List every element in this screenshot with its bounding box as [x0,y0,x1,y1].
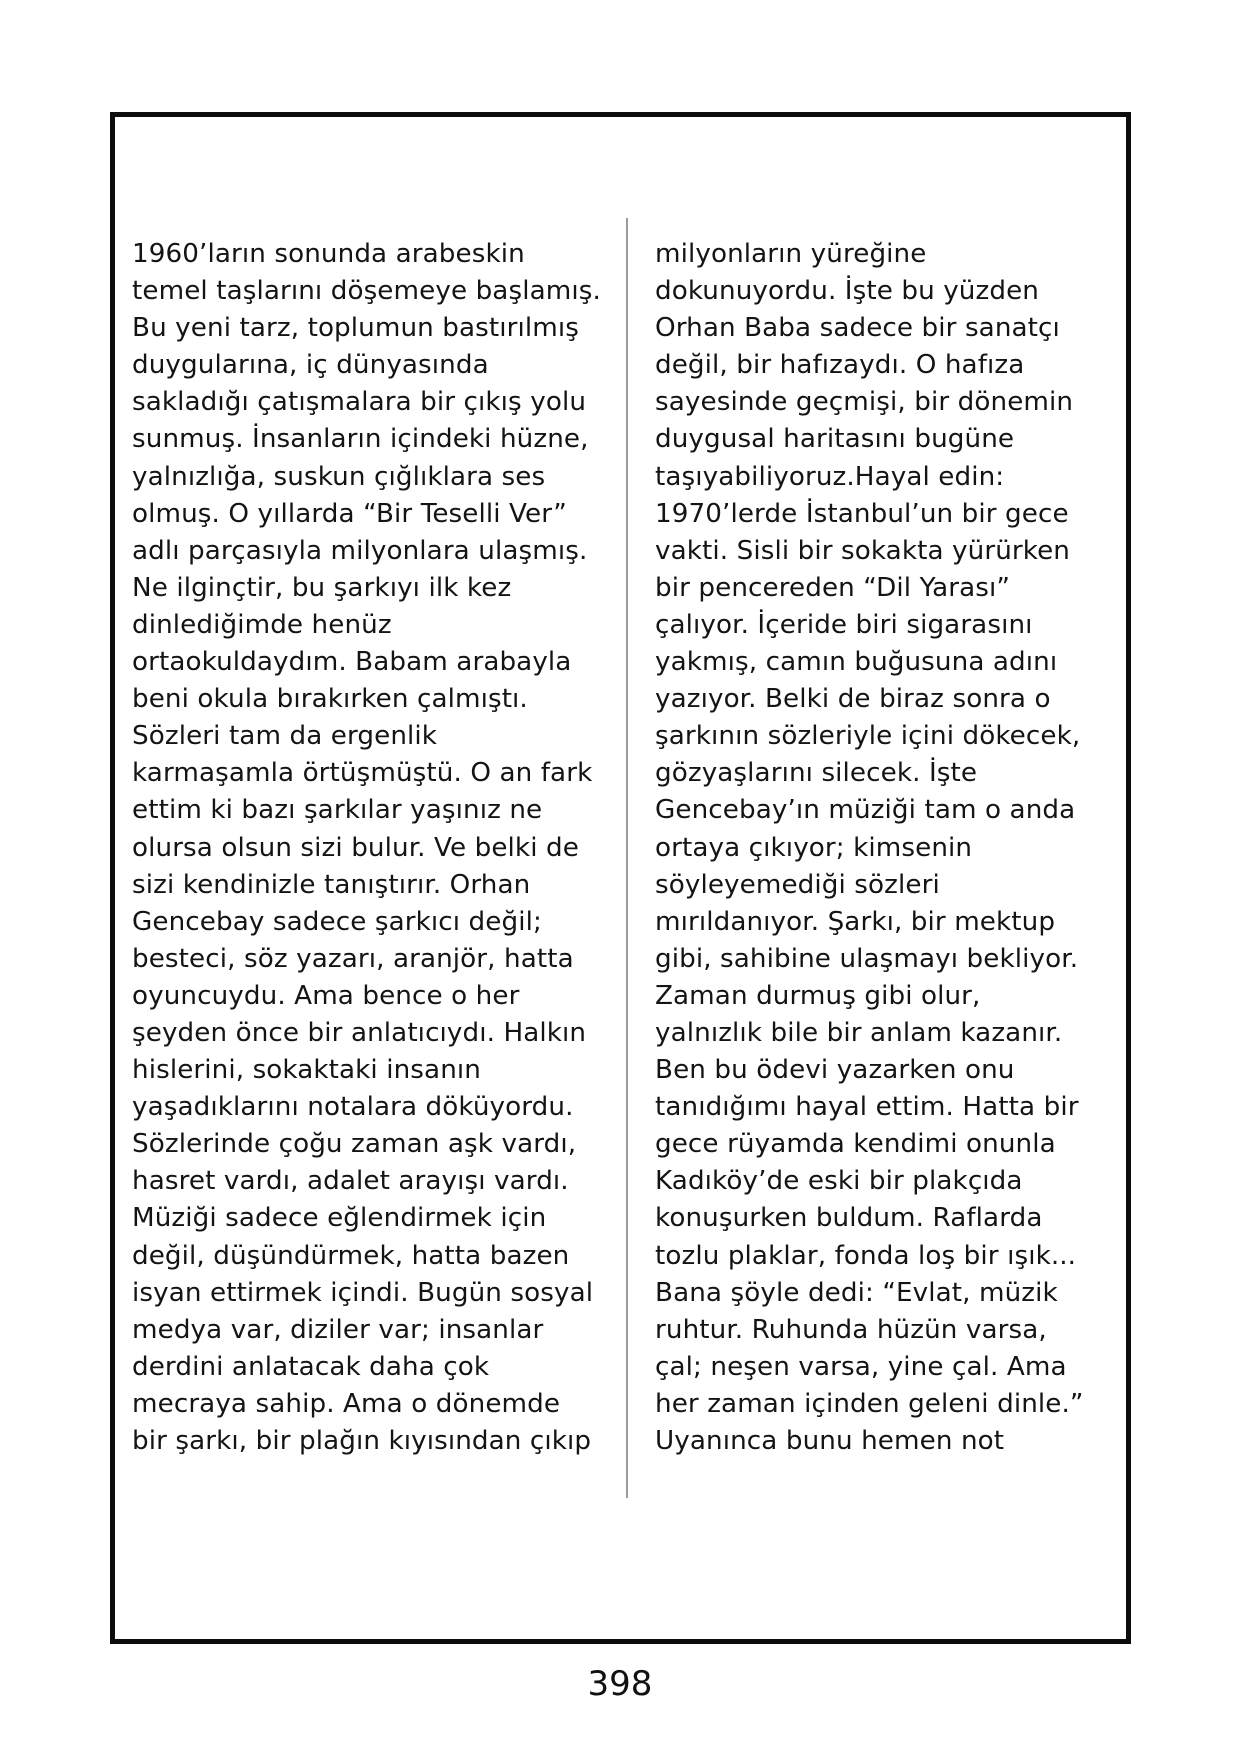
text-line: bir şarkı, bir plağın kıyısından çıkıp [132,1426,592,1456]
text-line: gibi, sahibine ulaşmayı bekliyor. [655,943,1079,974]
text-line: 1960’ların sonunda arabeskin [132,239,525,269]
text-line: Kadıköy’de eski bir plakçıda [655,1166,1023,1197]
right-text-column [655,236,1145,1460]
text-line: gece rüyamda kendimi onunla [655,1129,1056,1160]
text-line: mırıldanıyor. Şarkı, bir mektup [655,906,1056,937]
text-line: hislerini, sokaktaki insanın [132,1055,481,1086]
text-line: olmuş. O yıllarda “Bir Teselli Ver” [132,498,567,529]
text-line: Müziği sadece eğlendirmek için [132,1203,547,1234]
text-line: vakti. Sisli bir sokakta yürürken [655,535,1070,566]
text-line: oyuncuydu. Ama bence o her [132,980,520,1011]
text-line: şeyden önce bir anlatıcıydı. Halkın [132,1017,587,1048]
text-line: yakmış, camın buğusuna adını [655,647,1058,678]
text-line: Zaman durmuş gibi olur, [655,980,981,1011]
text-line: Ben bu ödevi yazarken onu [655,1055,1015,1086]
text-line: sunmuş. İnsanların içindeki hüzne, [132,424,589,455]
text-line: bir pencereden “Dil Yarası” [655,572,1011,603]
column-divider [626,218,628,1498]
text-line: dokunuyordu. İşte bu yüzden [655,276,1039,307]
text-line: sizi kendinizle tanıştırır. Orhan [132,869,531,900]
text-line: yalnızlığa, suskun çığlıklara ses [132,461,546,492]
text-line: 1970’lerde İstanbul’un bir gece [655,498,1069,529]
text-line: her zaman içinden geleni dinle.” [655,1388,1084,1419]
text-line: besteci, söz yazarı, aranjör, hatta [132,943,574,974]
text-line: değil, bir hafızaydı. O hafıza [655,350,1025,381]
text-line: ettim ki bazı şarkılar yaşınız ne [132,795,543,826]
text-line: Bana şöyle dedi: “Evlat, müzik [655,1277,1058,1308]
text-line: şarkının sözleriyle içini dökecek, [655,721,1081,752]
text-line: tozlu plaklar, fonda loş bir ışık... [655,1240,1077,1271]
text-line: dinlediğimde henüz [132,609,392,640]
text-line: olursa olsun sizi bulur. Ve belki de [132,832,579,863]
text-line: milyonların yüreğine [655,239,927,269]
text-line: Gencebay sadece şarkıcı değil; [132,906,542,937]
text-line: Ne ilginçtir, bu şarkıyı ilk kez [132,572,512,603]
page-number: 398 [587,1664,653,1704]
text-line: Sözlerinde çoğu zaman aşk vardı, [132,1129,577,1160]
text-line: sayesinde geçmişi, bir dönemin [655,387,1074,418]
text-line: adlı parçasıyla milyonlara ulaşmış. [132,535,588,566]
text-line: hasret vardı, adalet arayışı vardı. [132,1166,569,1197]
text-line: temel taşlarını döşemeye başlamış. [132,276,601,307]
text-line: Gencebay’ın müziği tam o anda [655,795,1076,826]
text-line: derdini anlatacak daha çok [132,1351,490,1382]
text-line: çal; neşen varsa, yine çal. Ama [655,1351,1067,1382]
text-line: ruhtur. Ruhunda hüzün varsa, [655,1314,1047,1345]
text-line: Orhan Baba sadece bir sanatçı [655,313,1060,344]
text-line: Bu yeni tarz, toplumun bastırılmış [132,313,579,344]
text-line: gözyaşlarını silecek. İşte [655,758,978,789]
text-line: konuşurken buldum. Raflarda [655,1203,1043,1234]
text-line: isyan ettirmek içindi. Bugün sosyal [132,1277,594,1308]
text-line: duygularına, iç dünyasında [132,350,489,381]
text-line: Sözleri tam da ergenlik [132,721,438,752]
text-line: ortaya çıkıyor; kimsenin [655,832,973,863]
left-text-column [132,236,622,1460]
text-line: yalnızlık bile bir anlam kazanır. [655,1017,1063,1048]
text-line: medya var, diziler var; insanlar [132,1314,544,1345]
text-line: değil, düşündürmek, hatta bazen [132,1240,570,1271]
text-line: ortaokuldaydım. Babam arabayla [132,647,572,678]
text-line: taşıyabiliyoruz.Hayal edin: [655,461,1005,492]
text-line: duygusal haritasını bugüne [655,424,1015,455]
text-line: sakladığı çatışmalara bir çıkış yolu [132,387,587,418]
text-line: tanıdığımı hayal ettim. Hatta bir [655,1092,1079,1123]
text-line: çalıyor. İçeride biri sigarasını [655,609,1033,640]
text-line: Uyanınca bunu hemen not [655,1426,1005,1456]
text-line: yazıyor. Belki de biraz sonra o [655,684,1051,715]
text-line: beni okula bırakırken çalmıştı. [132,684,528,715]
text-line: yaşadıklarını notalara döküyordu. [132,1092,574,1123]
text-line: mecraya sahip. Ama o dönemde [132,1388,561,1419]
text-line: karmaşamla örtüşmüştü. O an fark [132,758,593,789]
text-line: söyleyemediği sözleri [655,869,940,900]
